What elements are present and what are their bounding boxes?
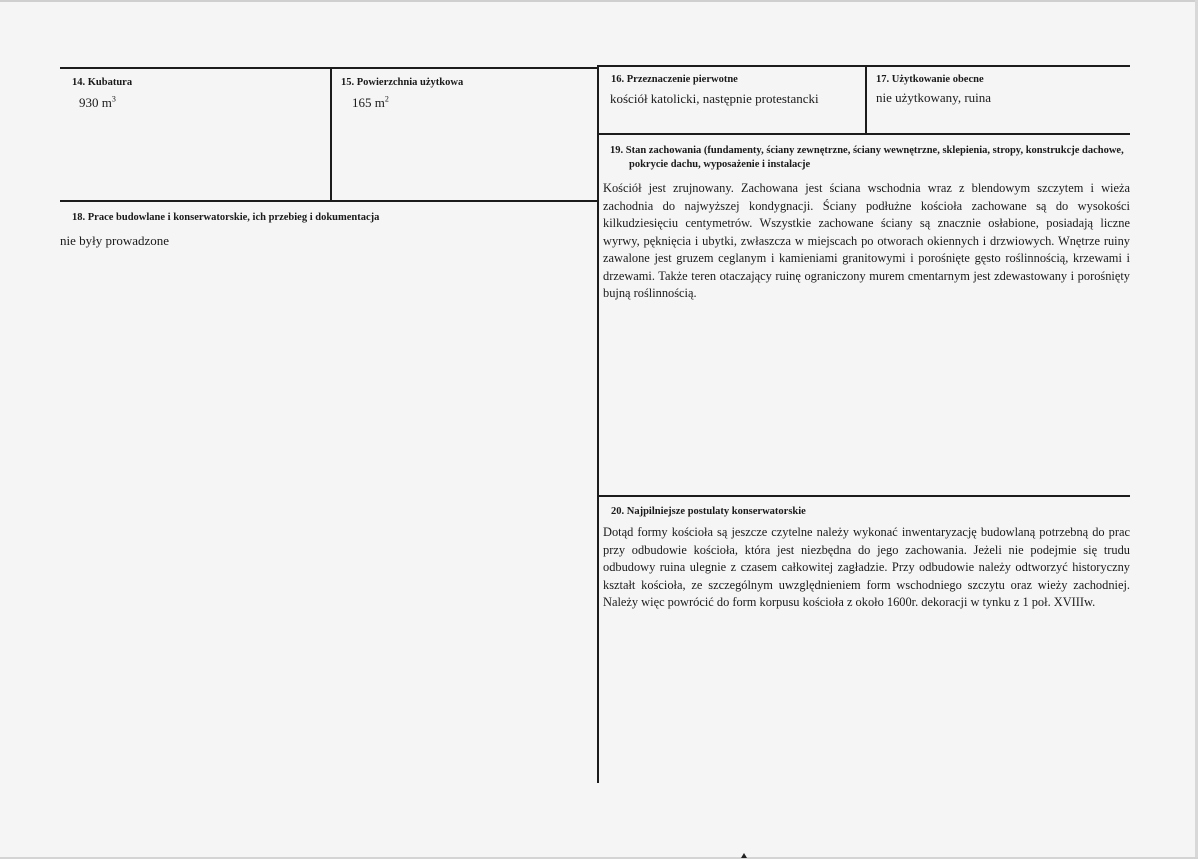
field-17-label: 17. Użytkowanie obecne: [876, 74, 984, 85]
field-19-label: 19. Stan zachowania (fundamenty, ściany zewnętrzne, ściany wewnętrzne, sklepienia, stropy, konstrukcje dachowe, pokrycie dachu, wyposażenie i instalacje: [610, 145, 1124, 170]
rule-above-18: [60, 200, 598, 202]
rule-above-19: [598, 133, 1130, 135]
rule-top-left: [60, 67, 598, 69]
field-18-value: nie były prowadzone: [60, 233, 170, 248]
field-15-label: 15. Powierzchnia użytkowa: [341, 77, 464, 88]
rule-divider-16-17: [865, 65, 867, 135]
field-20-text: Dotąd formy kościoła są jeszcze czytelne należy wykonać inwentaryzację budowlaną potrzebną do prac przy odbudowie kościoła, która jest niezbędna do jego zachowania. Jeżeli nie podejmie się trudu odbudowy ruina ulegnie z czasem całkowitej zagładzie. Przy odbudowie należy odtworzyć historyczny kształt kościoła, ze szczególnym uwzględnieniem form wschodniego szczytu oraz wieży zachodniej. Należy więc powrócić do form korpusu kościoła z około 1600r. dekoracji w tynku z 1 poł. XVIIIw.: [603, 525, 1130, 609]
field-16-label: 16. Przeznaczenie pierwotne: [611, 74, 738, 85]
field-17-value: nie użytkowany, ruina: [876, 90, 992, 105]
field-15-value: 165 $m^2$: [352, 94, 389, 110]
scan-mark: [741, 853, 747, 858]
field-14-value: 930 $m^3$: [79, 94, 116, 110]
rule-above-20: [598, 495, 1130, 497]
rule-center-vertical: [597, 65, 599, 783]
field-19-text: Kościół jest zrujnowany. Zachowana jest ściana wschodnia wraz z blendowym szczytem i wieża zachodnia do najwyższej kondygnacji. Ściany podłużne kościoła zachowane są do wysokości kilkudziesięciu centymetrów. Wszystkie zachowane ściany są znacznie osłabione, posiadają liczne wyrwy, pęknięcia i ubytki, zwłaszcza w miejscach po otworach okiennych i drzwiowych. Wnętrze ruiny zawalone jest gruzem ceglanym i kamieniami granitowymi i porośnięte gęsto roślinnością, krzewami i drzewami. Także teren otaczający ruinę ograniczony murem cmentarnym jest zdewastowany i porośnięty bujną roślinnością.: [603, 181, 1130, 300]
rule-divider-14-15: [330, 67, 332, 202]
rule-top-right: [598, 65, 1130, 67]
field-20-label: 20. Najpilniejsze postulaty konserwatorskie: [611, 506, 806, 517]
field-18-label: 18. Prace budowlane i konserwatorskie, ich przebieg i dokumentacja: [72, 212, 380, 223]
page-edge-top: [0, 0, 1198, 2]
field-14-label: 14. Kubatura: [72, 77, 133, 88]
field-16-value: kościół katolicki, następnie protestancki: [610, 91, 819, 106]
